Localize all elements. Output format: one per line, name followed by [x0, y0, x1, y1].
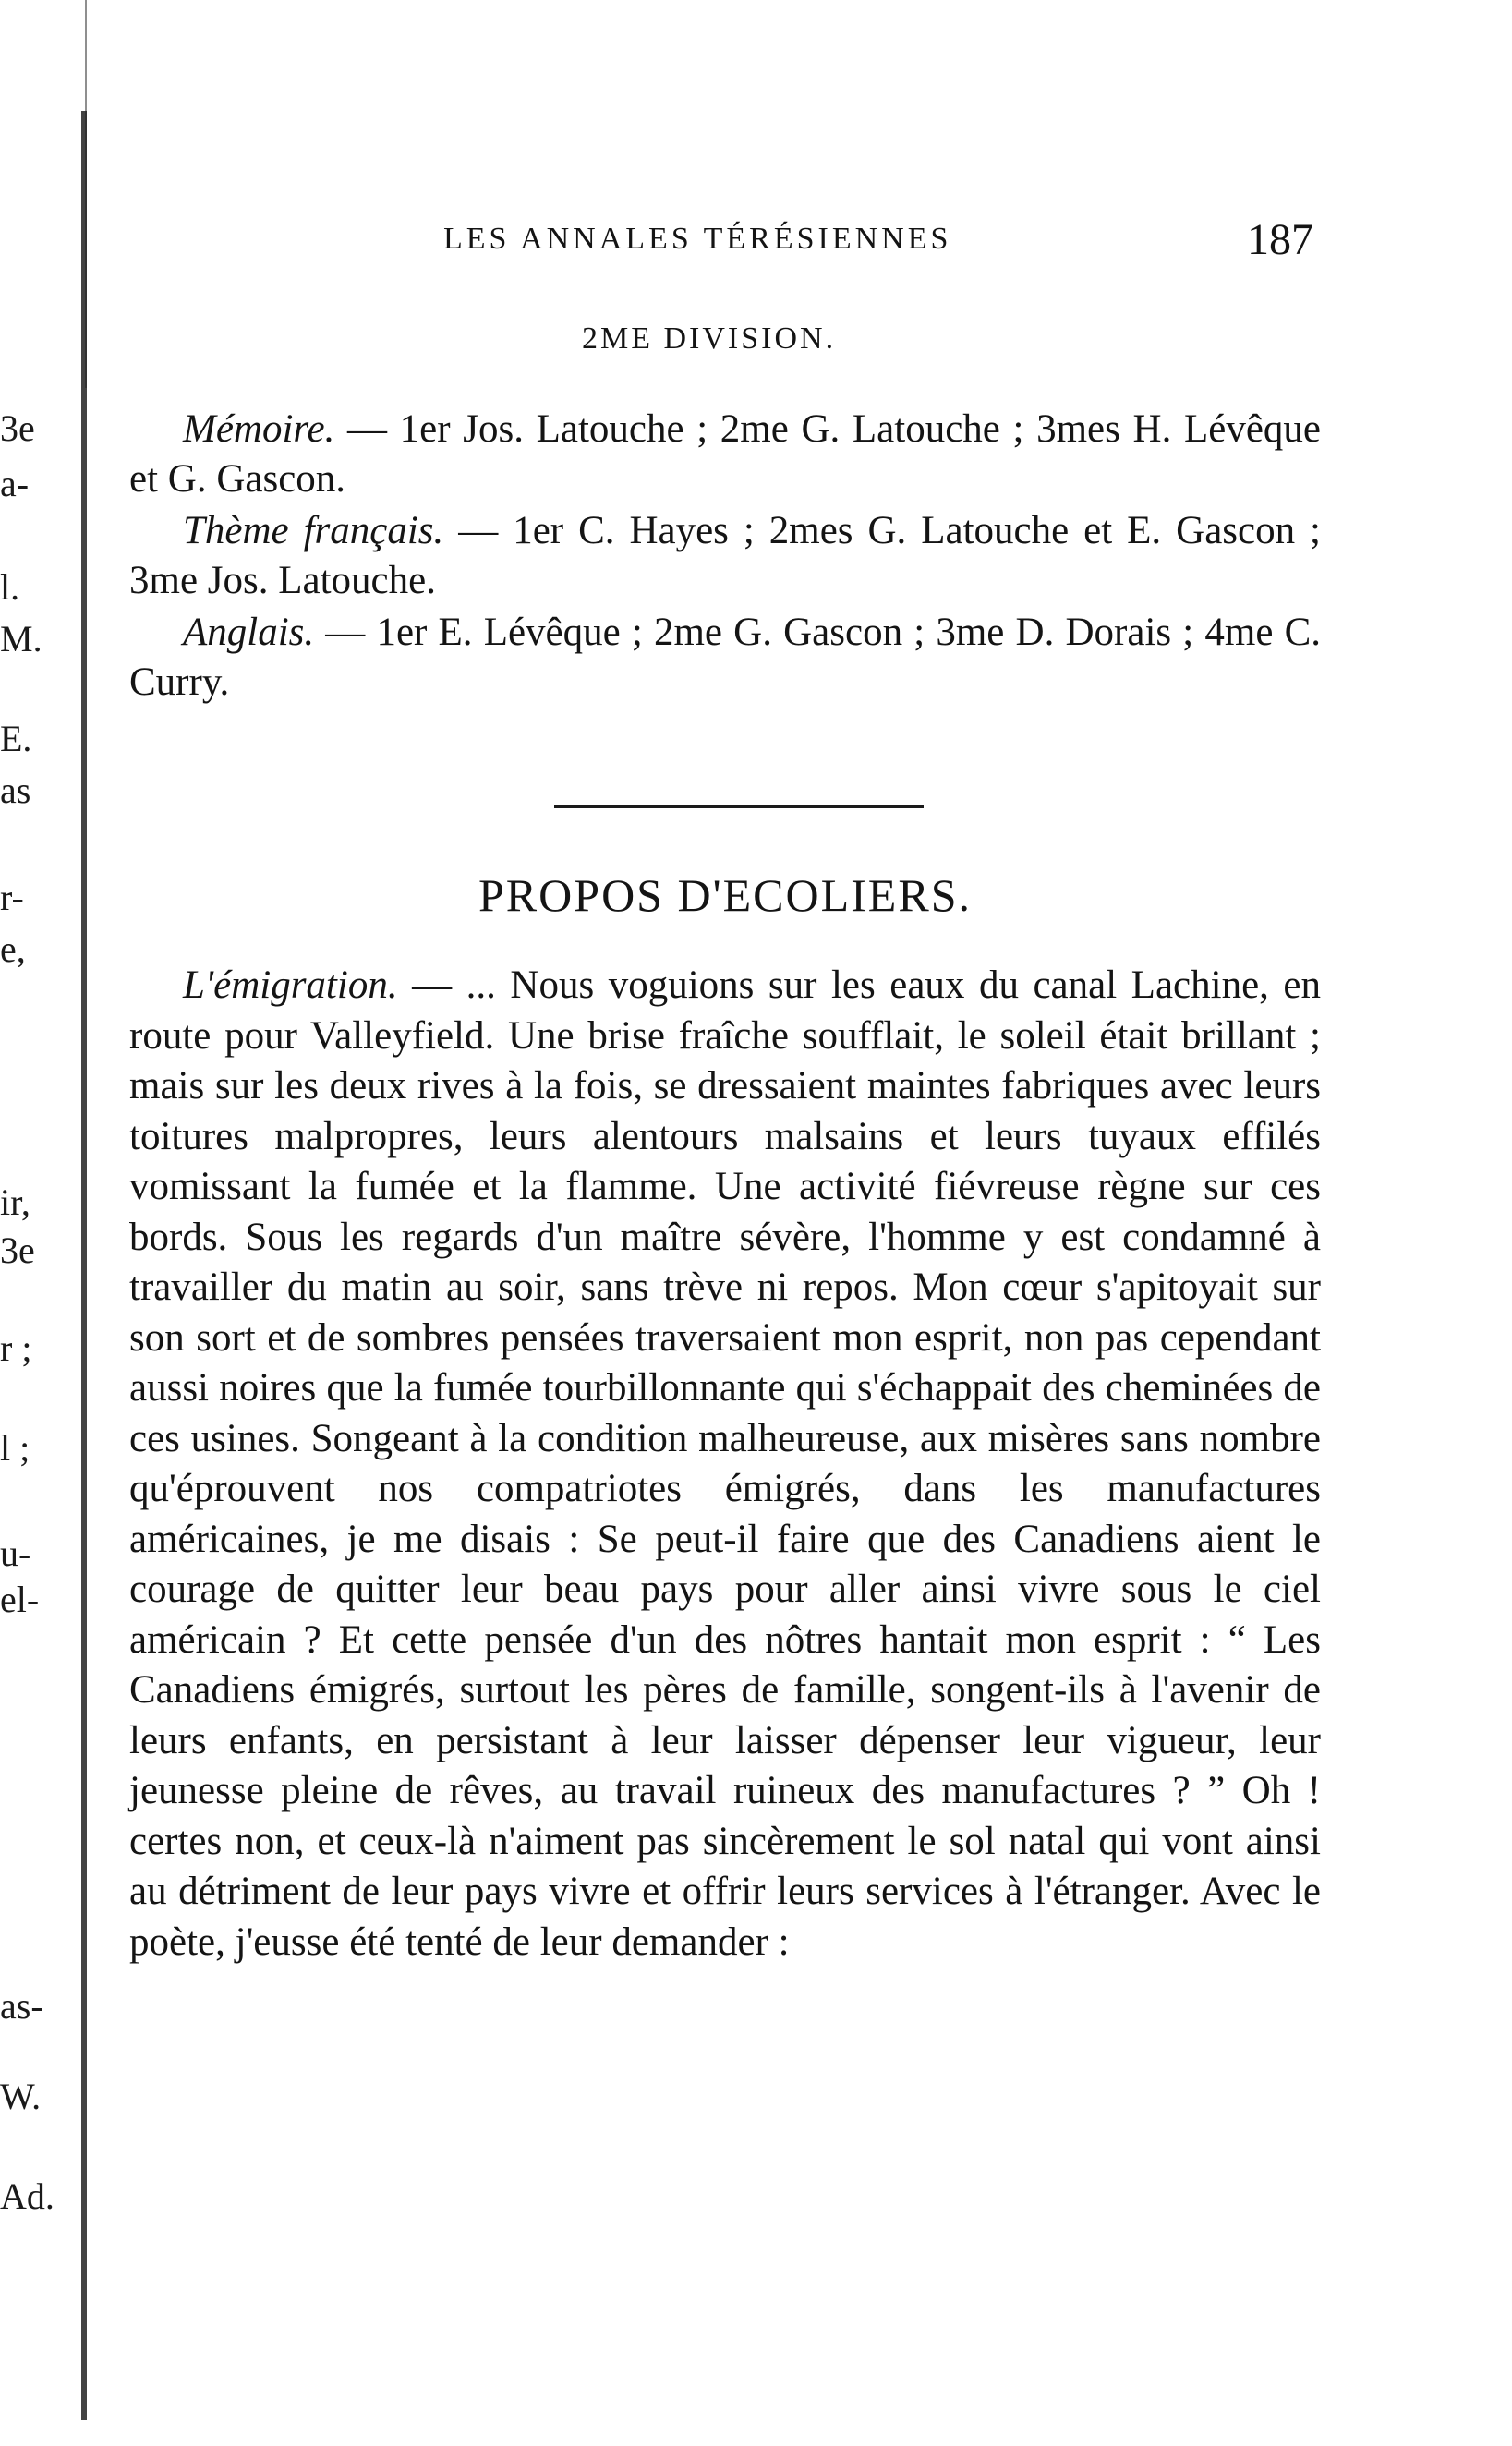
result-entry: [129, 405, 1321, 504]
margin-fragment: W.: [0, 2076, 42, 2117]
result-text: — 1er E. Lévêque ; 2me G. Gascon ; 3me D. Dorais ; 4me C. Curry.: [129, 611, 1321, 704]
result-text: — 1er C. Hayes ; 2mes G. Latouche et E. Gascon ; 3me Jos. Latouche.: [129, 509, 1321, 602]
result-subject: Anglais.: [183, 611, 315, 654]
margin-fragment: as-: [0, 1985, 43, 2027]
margin-fragment: l ;: [0, 1427, 30, 1469]
essay-body: [129, 961, 1321, 1969]
running-head-title: LES ANNALES TÉRÉSIENNES: [443, 222, 952, 256]
division-heading: 2ME DIVISION.: [582, 321, 837, 356]
margin-fragment: as: [0, 769, 31, 811]
margin-fragment: Ad.: [0, 2175, 54, 2217]
essay-text: — ... Nous voguions sur les eaux du canal Lachine, en route pour Valleyfield. Une brise fraîche soufflait, le soleil était brillant ; mais sur les deux rives à la fois, se dressaient maintes fabriques avec leurs toitures malpropres, leurs alentours malsains et leurs tuyaux effilés vomissant la fumée et la flamme. Une activité fiévreuse règne sur ces bords. Sous les regards d'un maître sévère, l'homme y est condamné à travailler du matin au soir, sans trève ni repos. Mon cœur s'apitoyait sur son sort et de sombres pensées traversaient mon esprit, non pas cependant aussi noires que la fumée tourbillonnante qui s'échappait des cheminées de ces usines. Songeant à la condition malheureuse, aux misères sans nombre qu'éprouvent nos compatriotes émigrés, dans les manufactures américaines, je me disais : Se peut-il faire que des Canadiens aient le courage de quitter leur beau pays pour aller ainsi vivre sous le ciel américain ? Et cette pensée d'un des nôtres hantait mon esprit : “ Les Canadiens émigrés, surtout les pères de famille, songent-ils à l'avenir de leurs enfants, en persistant à leur laisser dépenser leur vigueur, leur jeunesse pleine de rêves, au travail ruineux des manufactures ? ” Oh ! certes non, et ceux-là n'aiment pas sincèrement le sol natal qui vont ainsi au détriment de leur pays vivre et offrir leurs services à l'étranger. Avec le poète, j'eusse été tenté de leur demander :: [129, 963, 1322, 1964]
margin-fragment: r ;: [0, 1327, 32, 1369]
margin-fragment: E.: [0, 718, 32, 759]
essay-lead: L'émigration.: [183, 963, 398, 1007]
page-number: 187: [1247, 215, 1313, 264]
margin-fragment: el-: [0, 1579, 40, 1620]
result-text: — 1er Jos. Latouche ; 2me G. Latouche ; 3mes H. Lévêque et G. Gascon.: [129, 407, 1321, 501]
margin-fragment: e,: [0, 928, 26, 970]
results-list: [129, 405, 1321, 709]
margin-fragment: 3e: [0, 1229, 35, 1271]
margin-fragment: M.: [0, 618, 42, 660]
margin-fragment: 3e: [0, 407, 35, 449]
margin-fragment: l.: [0, 566, 20, 608]
result-entry: [129, 608, 1321, 708]
result-entry: [129, 506, 1321, 606]
gutter-rule: [81, 111, 87, 2420]
margin-fragment: a-: [0, 463, 30, 504]
result-subject: Thème français.: [183, 509, 444, 552]
margin-fragment: ir,: [0, 1181, 30, 1223]
section-separator-rule: [554, 805, 924, 808]
essay-paragraph: [129, 961, 1321, 1968]
margin-fragment: r-: [0, 877, 24, 918]
result-subject: Mémoire.: [183, 407, 335, 451]
margin-fragment: u-: [0, 1532, 31, 1574]
section-heading: PROPOS D'ECOLIERS.: [478, 869, 972, 921]
